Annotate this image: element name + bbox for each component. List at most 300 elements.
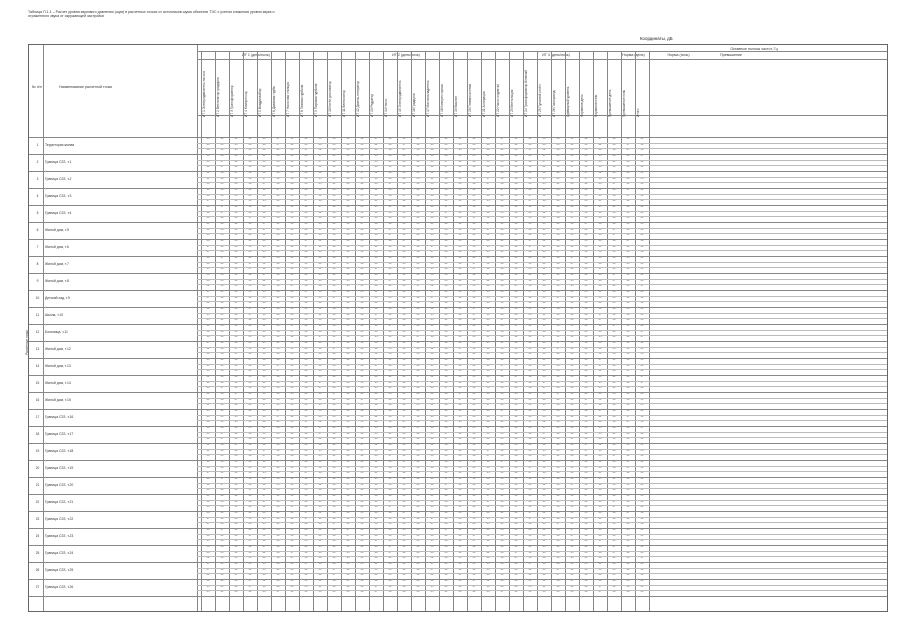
table-cell: 42: [486, 325, 490, 327]
table-cell: 36: [262, 347, 266, 350]
table-cell: 44: [584, 461, 588, 463]
table-cell: 42: [528, 568, 532, 571]
table-cell: 52: [318, 240, 322, 242]
table-cell: 42: [290, 427, 294, 429]
table-cell: 43: [458, 228, 462, 231]
table-cell: 52: [332, 336, 336, 339]
table-cell: 39: [332, 206, 336, 208]
table-cell: 37: [402, 143, 406, 146]
table-cell: 47: [276, 370, 280, 373]
table-cell: 46: [416, 563, 420, 565]
table-cell: 40: [584, 206, 588, 208]
table-cell: 43: [500, 245, 504, 248]
table-cell: 41: [556, 228, 560, 231]
table-cell: 42: [374, 370, 378, 373]
table-cell: 40: [528, 500, 532, 503]
table-cell: 35: [290, 393, 294, 395]
table-cell: 38: [556, 308, 560, 310]
table-cell: 41: [374, 517, 378, 520]
table-cell: 43: [248, 189, 252, 191]
column-header-label: ИТ 16 Градирня: [412, 93, 416, 117]
row-label: Жилой дом, т.8: [45, 279, 69, 283]
table-cell: 37: [388, 500, 392, 503]
table-cell: 36: [374, 166, 378, 169]
table-cell: 47: [220, 438, 224, 441]
table-cell: 41: [640, 534, 644, 537]
table-cell: 48: [500, 359, 504, 361]
table-cell: 35: [570, 234, 574, 237]
table-cell: 38: [290, 200, 294, 203]
table-cell: 52: [346, 296, 350, 299]
table-cell: 35: [206, 313, 210, 316]
table-cell: 50: [206, 183, 210, 186]
table-cell: 35: [584, 512, 588, 514]
table-cell: 39: [346, 302, 350, 305]
table-cell: 48: [556, 291, 560, 293]
table-cell: 45: [332, 189, 336, 191]
table-cell: 45: [374, 206, 378, 208]
table-cell: 46: [626, 285, 630, 288]
table-cell: 46: [570, 444, 574, 446]
table-cell: 39: [430, 427, 434, 429]
table-cell: 52: [472, 347, 476, 350]
table-cell: 44: [290, 568, 294, 571]
table-cell: 52: [598, 353, 602, 356]
table-cell: 36: [388, 398, 392, 401]
table-cell: 48: [234, 251, 238, 254]
table-cell: 45: [430, 138, 434, 140]
table-cell: 46: [430, 160, 434, 163]
table-cell: 46: [486, 591, 490, 594]
table-cell: 36: [640, 183, 644, 186]
table-cell: 37: [640, 376, 644, 378]
table-cell: 38: [640, 568, 644, 571]
table-cell: 35: [318, 449, 322, 452]
table-cell: 42: [528, 251, 532, 254]
table-cell: 38: [486, 461, 490, 463]
table-cell: 43: [234, 183, 238, 186]
table-cell: 46: [444, 347, 448, 350]
table-cell: 44: [248, 325, 252, 327]
table-cell: 42: [626, 291, 630, 293]
row-label: Жилой дом, т.14: [45, 381, 71, 385]
table-cell: 35: [542, 495, 546, 497]
table-cell: 43: [514, 432, 518, 435]
table-cell: 47: [444, 529, 448, 531]
table-cell: 48: [514, 455, 518, 458]
table-cell: 45: [458, 194, 462, 197]
table-cell: 50: [276, 574, 280, 577]
table-cell: 36: [486, 302, 490, 305]
table-cell: 50: [500, 574, 504, 577]
table-cell: 47: [220, 211, 224, 214]
table-cell: 50: [626, 398, 630, 401]
table-cell: 40: [584, 478, 588, 480]
table-cell: 43: [458, 500, 462, 503]
table-cell: 35: [528, 308, 532, 310]
table-cell: 37: [570, 257, 574, 259]
table-cell: 41: [388, 478, 392, 480]
table-cell: 38: [570, 177, 574, 180]
table-cell: 43: [346, 591, 350, 594]
table-cell: 47: [570, 217, 574, 220]
table-cell: 46: [248, 449, 252, 452]
table-cell: 39: [514, 370, 518, 373]
column-header: [229, 61, 242, 117]
table-cell: 38: [318, 347, 322, 350]
table-cell: 50: [388, 438, 392, 441]
table-cell: 50: [234, 285, 238, 288]
table-cell: 48: [500, 268, 504, 271]
table-cell: 38: [360, 410, 364, 412]
table-cell: 50: [500, 302, 504, 305]
table-cell: 46: [262, 410, 266, 412]
table-cell: 38: [500, 376, 504, 378]
table-cell: 41: [262, 155, 266, 157]
grid-vline: [649, 51, 650, 611]
table-cell: 48: [388, 449, 392, 452]
column-header: [607, 61, 620, 117]
table-cell: 48: [374, 308, 378, 310]
table-cell: 42: [234, 404, 238, 407]
table-cell: 43: [458, 183, 462, 186]
table-cell: 50: [206, 228, 210, 231]
table-cell: 36: [402, 540, 406, 543]
table-cell: 35: [542, 223, 546, 225]
table-cell: 38: [584, 319, 588, 322]
table-cell: 42: [290, 336, 294, 339]
table-cell: 46: [276, 279, 280, 282]
table-cell: 42: [248, 410, 252, 412]
table-cell: 41: [514, 483, 518, 486]
column-header-label: ИТ 26 Газопровод: [552, 90, 556, 117]
table-cell: 43: [640, 166, 644, 169]
table-cell: 40: [374, 393, 378, 395]
table-cell: 44: [570, 546, 574, 548]
table-cell: 40: [430, 551, 434, 554]
table-cell: 46: [220, 393, 224, 395]
table-cell: 46: [612, 415, 616, 418]
table-cell: 35: [430, 268, 434, 271]
table-cell: 43: [570, 410, 574, 412]
table-cell: 39: [360, 489, 364, 492]
table-cell: 40: [416, 319, 420, 322]
table-cell: 43: [374, 466, 378, 469]
header-name: Наименование расчетной точки: [59, 85, 113, 89]
table-cell: 43: [206, 353, 210, 356]
table-cell: 36: [262, 393, 266, 395]
table-cell: 42: [416, 387, 420, 390]
table-cell: 47: [444, 257, 448, 259]
table-cell: 47: [402, 194, 406, 197]
table-cell: 37: [304, 149, 308, 152]
table-cell: 48: [472, 529, 476, 531]
table-cell: 40: [626, 404, 630, 407]
table-cell: 39: [444, 251, 448, 254]
table-cell: 50: [626, 353, 630, 356]
table-cell: 45: [444, 325, 448, 327]
table-cell: 41: [402, 302, 406, 305]
table-cell: 41: [332, 500, 336, 503]
table-cell: 44: [388, 563, 392, 565]
table-cell: 44: [430, 308, 434, 310]
table-cell: 37: [430, 517, 434, 520]
table-cell: 47: [346, 580, 350, 582]
table-cell: 44: [206, 217, 210, 220]
table-cell: 44: [234, 319, 238, 322]
table-cell: 38: [514, 245, 518, 248]
table-cell: 42: [458, 177, 462, 180]
table-cell: 40: [234, 336, 238, 339]
table-cell: 46: [388, 461, 392, 463]
table-cell: 40: [430, 279, 434, 282]
table-cell: 40: [248, 342, 252, 344]
column-header: [411, 61, 424, 117]
table-cell: 44: [346, 455, 350, 458]
table-cell: 36: [486, 574, 490, 577]
table-cell: 46: [640, 291, 644, 293]
table-cell: 43: [416, 166, 420, 169]
table-cell: 39: [556, 432, 560, 435]
table-cell: 46: [472, 177, 476, 180]
table-cell: 47: [542, 206, 546, 208]
table-cell: 37: [556, 251, 560, 254]
table-cell: 52: [612, 313, 616, 316]
table-cell: 52: [276, 177, 280, 180]
table-cell: 44: [374, 330, 378, 333]
table-cell: 35: [612, 296, 616, 299]
table-cell: 45: [374, 387, 378, 390]
table-cell: 38: [206, 257, 210, 259]
table-cell: 37: [206, 472, 210, 475]
table-cell: 43: [248, 143, 252, 146]
column-header: [537, 61, 550, 117]
table-cell: 48: [290, 228, 294, 231]
table-cell: 45: [598, 387, 602, 390]
table-cell: 36: [402, 313, 406, 316]
table-cell: 40: [486, 438, 490, 441]
table-cell: 40: [220, 149, 224, 152]
table-cell: 44: [542, 353, 546, 356]
table-cell: 41: [430, 449, 434, 452]
table-cell: 46: [640, 472, 644, 475]
table-cell: 47: [220, 529, 224, 531]
table-cell: 36: [276, 534, 280, 537]
table-cell: 36: [374, 483, 378, 486]
table-cell: 46: [626, 330, 630, 333]
table-cell: 46: [290, 194, 294, 197]
table-cell: 44: [304, 211, 308, 214]
table-cell: 42: [416, 478, 420, 480]
table-cell: 40: [486, 529, 490, 531]
table-cell: 43: [234, 455, 238, 458]
table-cell: 38: [542, 574, 546, 577]
table-cell: 45: [262, 251, 266, 254]
row-number: 9: [36, 279, 39, 283]
table-cell: 45: [514, 172, 518, 174]
table-cell: 44: [626, 432, 630, 435]
table-cell: 48: [598, 262, 602, 265]
table-cell: 42: [332, 353, 336, 356]
table-cell: 44: [346, 183, 350, 186]
table-cell: 47: [640, 427, 644, 429]
table-cell: 43: [570, 364, 574, 367]
table-cell: 37: [570, 529, 574, 531]
table-cell: 39: [584, 580, 588, 582]
table-cell: 52: [234, 387, 238, 390]
table-cell: 47: [290, 285, 294, 288]
table-cell: 52: [220, 563, 224, 565]
table-cell: 50: [458, 285, 462, 288]
column-header: [593, 61, 606, 117]
table-cell: 42: [458, 495, 462, 497]
grid-hline: [197, 51, 887, 52]
table-cell: 47: [626, 421, 630, 424]
table-cell: 37: [556, 296, 560, 299]
table-cell: 38: [360, 591, 364, 594]
table-cell: 42: [304, 251, 308, 254]
table-cell: 47: [304, 517, 308, 520]
table-cell: 39: [542, 472, 546, 475]
table-cell: 48: [304, 189, 308, 191]
table-cell: 46: [472, 449, 476, 452]
table-cell: 40: [206, 279, 210, 282]
table-cell: 47: [248, 359, 252, 361]
table-cell: 36: [416, 546, 420, 548]
table-cell: 46: [276, 325, 280, 327]
table-cell: 37: [430, 563, 434, 565]
table-cell: 48: [570, 387, 574, 390]
table-cell: 36: [416, 500, 420, 503]
table-cell: 45: [332, 461, 336, 463]
table-cell: 44: [402, 387, 406, 390]
table-cell: 38: [444, 353, 448, 356]
table-cell: 35: [584, 421, 588, 424]
table-cell: 45: [458, 466, 462, 469]
table-cell: 48: [402, 410, 406, 412]
table-cell: 37: [640, 557, 644, 560]
table-cell: 35: [262, 517, 266, 520]
table-cell: 44: [626, 387, 630, 390]
table-cell: 42: [220, 489, 224, 492]
table-cell: 50: [486, 387, 490, 390]
table-cell: 48: [500, 585, 504, 588]
table-cell: 48: [626, 591, 630, 594]
table-cell: 41: [584, 376, 588, 378]
table-cell: 35: [626, 529, 630, 531]
table-cell: 44: [234, 138, 238, 140]
table-cell: 45: [612, 302, 616, 305]
table-cell: 35: [234, 189, 238, 191]
table-cell: 40: [556, 376, 560, 378]
table-cell: 52: [640, 415, 644, 418]
table-cell: 39: [444, 296, 448, 299]
table-cell: 40: [262, 483, 266, 486]
table-cell: 43: [598, 512, 602, 514]
table-cell: 42: [318, 438, 322, 441]
table-cell: 46: [430, 206, 434, 208]
table-cell: 48: [374, 580, 378, 582]
table-cell: 46: [612, 461, 616, 463]
table-cell: 44: [514, 251, 518, 254]
table-cell: 47: [290, 330, 294, 333]
table-cell: 43: [416, 438, 420, 441]
table-cell: 40: [332, 376, 336, 378]
table-cell: 47: [206, 523, 210, 526]
table-cell: 42: [276, 149, 280, 152]
table-cell: 52: [346, 568, 350, 571]
table-cell: 43: [290, 432, 294, 435]
table-cell: 39: [612, 410, 616, 412]
table-cell: 43: [332, 449, 336, 452]
table-cell: 48: [556, 517, 560, 520]
table-cell: 46: [598, 500, 602, 503]
table-cell: 38: [206, 211, 210, 214]
table-cell: 47: [234, 172, 238, 174]
table-cell: 38: [430, 166, 434, 169]
table-cell: 50: [458, 330, 462, 333]
table-cell: 44: [262, 466, 266, 469]
table-cell: 45: [528, 585, 532, 588]
column-header: [509, 61, 522, 117]
table-cell: 37: [528, 466, 532, 469]
table-cell: 52: [346, 342, 350, 344]
table-cell: 41: [472, 421, 476, 424]
table-cell: 41: [444, 591, 448, 594]
table-cell: 40: [220, 240, 224, 242]
table-cell: 44: [402, 206, 406, 208]
table-cell: 35: [304, 262, 308, 265]
table-cell: 50: [570, 421, 574, 424]
table-cell: 39: [528, 330, 532, 333]
table-cell: 39: [472, 444, 476, 446]
table-cell: 37: [402, 461, 406, 463]
table-cell: 43: [598, 240, 602, 242]
table-cell: 50: [262, 432, 266, 435]
table-cell: 40: [486, 257, 490, 259]
table-cell: 48: [598, 489, 602, 492]
table-cell: 41: [612, 387, 616, 390]
table-cell: 43: [542, 308, 546, 310]
table-cell: 38: [500, 557, 504, 560]
table-cell: 50: [598, 296, 602, 299]
table-cell: 45: [262, 568, 266, 571]
table-cell: 45: [598, 160, 602, 163]
table-cell: 45: [598, 478, 602, 480]
table-cell: 42: [402, 517, 406, 520]
table-cell: 41: [472, 240, 476, 242]
table-cell: 40: [318, 461, 322, 463]
table-cell: 45: [206, 591, 210, 594]
table-cell: 41: [304, 353, 308, 356]
row-number: 26: [35, 568, 40, 572]
table-cell: 38: [332, 308, 336, 310]
table-cell: 36: [276, 217, 280, 220]
table-cell: 38: [514, 200, 518, 203]
table-cell: 43: [570, 591, 574, 594]
table-cell: 43: [416, 257, 420, 259]
table-cell: 43: [318, 217, 322, 220]
table-cell: 39: [276, 546, 280, 548]
table-cell: 48: [346, 206, 350, 208]
table-cell: 43: [570, 138, 574, 140]
table-cell: 52: [528, 325, 532, 327]
table-cell: 39: [598, 495, 602, 497]
table-cell: 41: [248, 149, 252, 152]
table-cell: 36: [360, 342, 364, 344]
table-cell: 46: [402, 285, 406, 288]
table-cell: 36: [318, 234, 322, 237]
